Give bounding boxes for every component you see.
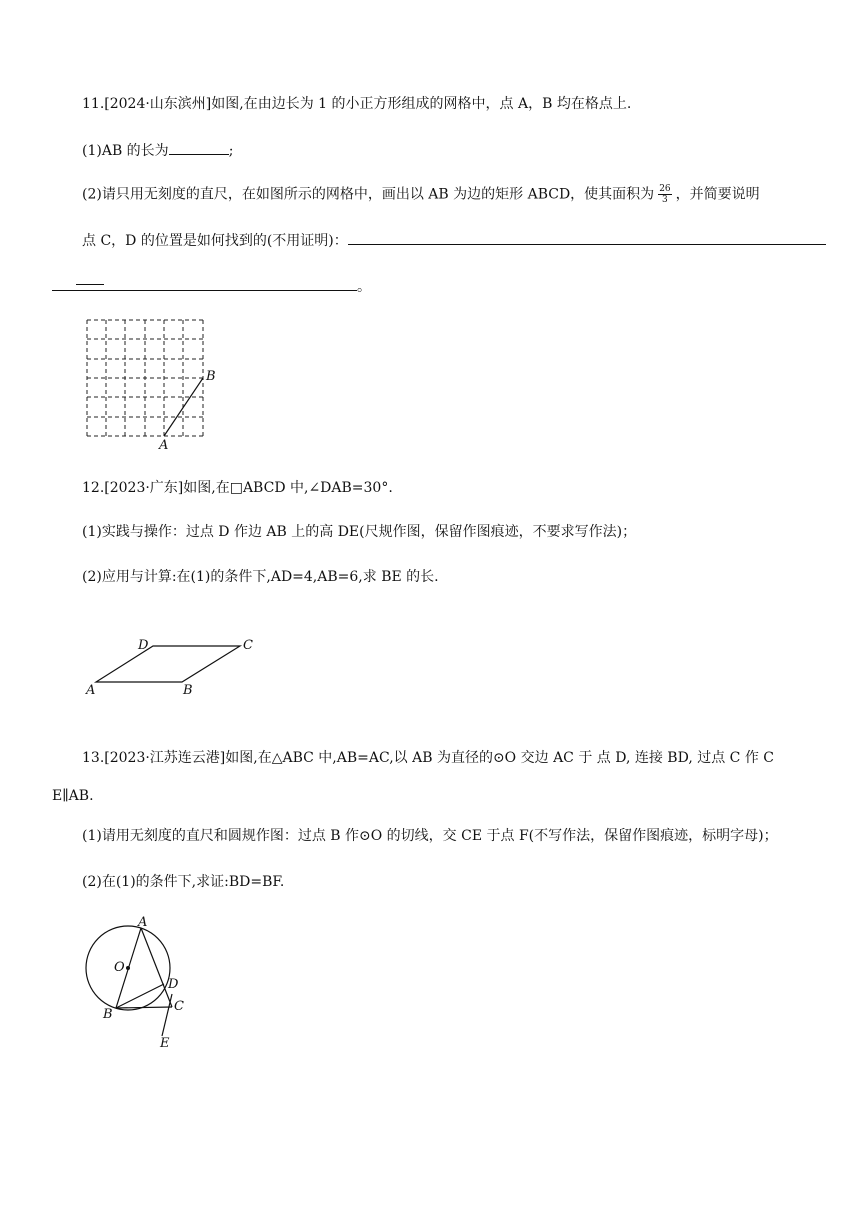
dashed-grid xyxy=(87,320,203,436)
q11-part1-end: ; xyxy=(228,143,234,159)
label-c: C xyxy=(243,638,253,653)
segment-ce xyxy=(162,994,172,1036)
label-e: E xyxy=(160,1036,170,1051)
fraction-26-3 xyxy=(658,184,671,205)
q12-parallelogram-figure xyxy=(82,634,272,704)
q13-part2: (2)在(1)的条件下,求证:BD=BF. xyxy=(82,874,285,890)
q11-answer-blank-2[interactable] xyxy=(348,230,826,245)
segment-ac xyxy=(141,928,172,1007)
q11-stem: 11.[2024·山东滨州]如图,在由边长为 1 的小正方形组成的网格中，点 A，B 均在格点上. xyxy=(82,96,632,112)
segment-bc xyxy=(116,1007,172,1008)
q11-part1 xyxy=(82,140,233,161)
q11-part1-text: (1)AB 的长为 xyxy=(82,143,169,159)
segment-bd xyxy=(116,984,164,1008)
fraction-numerator: 26 xyxy=(659,184,671,194)
q12-part1: (1)实践与操作：过点 D 作边 AB 上的高 DE(尺规作图，保留作图痕迹，不要求写作法)； xyxy=(82,524,637,540)
q11-part2-text-a: (2)请只用无刻度的直尺，在如图所示的网格中，画出以 AB 为边的矩形 ABCD，使其面积为 xyxy=(82,186,655,203)
q11-answer-blank-1[interactable] xyxy=(169,140,229,155)
q12-stem: 12.[2023·广东]如图,在□ABCD 中,∠DAB=30°. xyxy=(82,480,393,496)
label-a: A xyxy=(159,438,169,453)
q11-part2 xyxy=(82,184,760,205)
label-c: C xyxy=(174,999,184,1014)
q12-part2: (2)应用与计算:在(1)的条件下,AD=4,AB=6,求 BE 的长. xyxy=(82,569,439,585)
label-d: D xyxy=(138,638,149,653)
q11-part2-text-c: 点 C，D 的位置是如何找到的(不用证明)： xyxy=(82,233,348,249)
label-a: A xyxy=(138,915,148,930)
center-point-o xyxy=(126,966,130,970)
q13-part1: (1)请用无刻度的直尺和圆规作图：过点 B 作⊙O 的切线，交 CE 于点 F(不写作法，保留作图痕迹，标明字母)； xyxy=(82,828,778,844)
q13-stem-cont: E∥AB. xyxy=(52,788,94,804)
label-d: D xyxy=(168,977,179,992)
label-b: B xyxy=(206,369,216,384)
q11-short-mark xyxy=(76,284,104,285)
q11-part2-end: 。 xyxy=(357,279,371,295)
q13-circle-figure xyxy=(78,912,208,1052)
q11-grid-figure xyxy=(80,312,220,452)
fraction-denominator: 3 xyxy=(662,195,668,205)
q13-stem: 13.[2023·江苏连云港]如图,在△ABC 中,AB=AC,以 AB 为直径的⊙O 交边 AC 于 点 D, 连接 BD, 过点 C 作 C xyxy=(82,750,775,766)
label-b: B xyxy=(103,1007,113,1022)
q11-part2-cont2 xyxy=(52,276,371,297)
parallelogram-abcd xyxy=(96,646,240,682)
label-o: O xyxy=(114,960,125,975)
label-b: B xyxy=(183,683,193,698)
q11-part2-cont xyxy=(82,230,826,251)
label-a: A xyxy=(86,683,96,698)
q11-part2-text-b: ，并简要说明 xyxy=(675,186,760,203)
